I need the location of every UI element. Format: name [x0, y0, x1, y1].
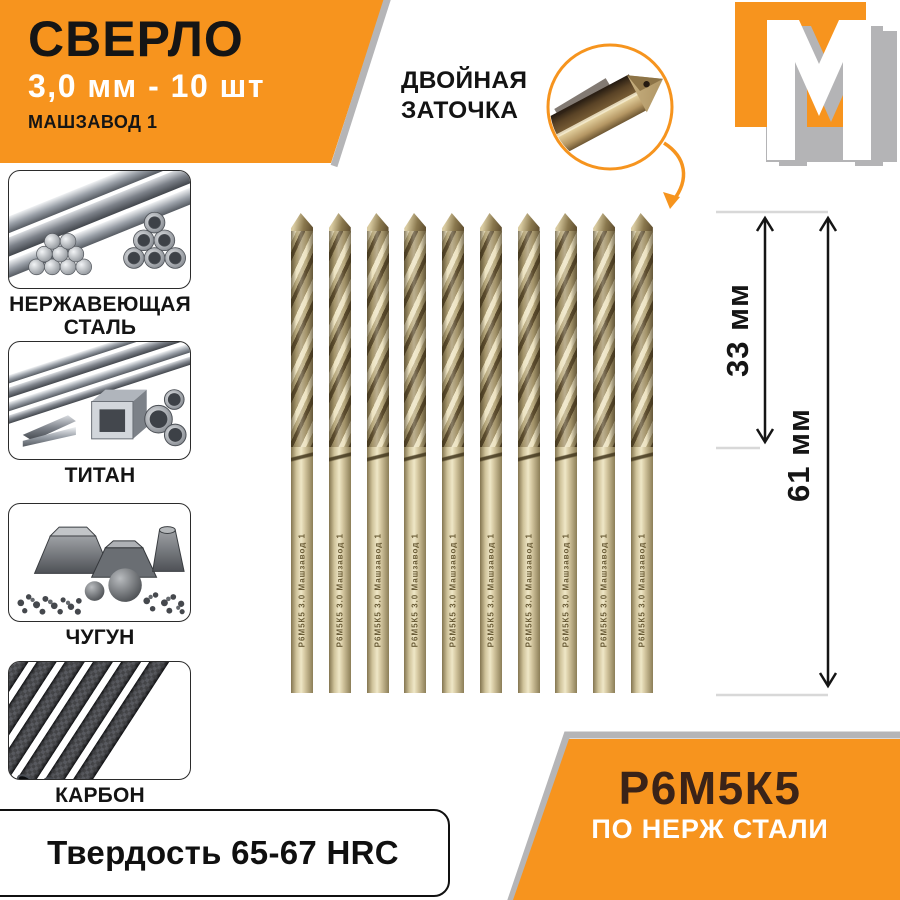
shank-engraving: Р6М5К5 3.0 Машзавод 1: [448, 533, 458, 648]
material-label: КАРБОН: [55, 784, 145, 807]
material-card-carbon: [8, 661, 192, 808]
logo-m-icon: [733, 0, 900, 166]
shank-engraving: Р6М5К5 3.0 Машзавод 1: [637, 533, 647, 648]
material-card-stainless: [8, 170, 192, 339]
drill-bit: [442, 213, 464, 693]
dimensions: [700, 195, 860, 710]
carbon-illustration: [8, 661, 191, 780]
cast-iron-illustration: [8, 503, 191, 622]
shank-engraving: Р6М5К5 3.0 Машзавод 1: [524, 533, 534, 648]
drill-bit: [291, 213, 313, 693]
grade-banner: [545, 764, 875, 844]
total-length-arrow-icon: [820, 218, 836, 686]
titanium-illustration: [8, 341, 191, 460]
material-card-cast-iron: [8, 503, 192, 650]
material-label: ЧУГУН: [65, 626, 135, 649]
brand-name: МАШЗАВОД 1: [28, 112, 158, 133]
feature-line1: ДВОЙНАЯ: [401, 67, 528, 94]
drill-bit: [367, 213, 389, 693]
material-card-titanium: [8, 341, 192, 488]
header-banner: [28, 12, 358, 133]
shank-engraving: Р6М5К5 3.0 Машзавод 1: [297, 533, 307, 648]
stainless-steel-illustration: [8, 170, 191, 289]
material-label: НЕРЖАВЕЮЩАЯ СТАЛЬ: [9, 293, 191, 339]
drill-bit: [518, 213, 540, 693]
shank-engraving: Р6М5К5 3.0 Машзавод 1: [599, 533, 609, 648]
steel-grade-label: Р6М5К5: [618, 762, 802, 814]
shank-engraving: Р6М5К5 3.0 Машзавод 1: [561, 533, 571, 648]
callout-arrow-icon: [664, 143, 684, 201]
shank-engraving: Р6М5К5 3.0 Машзавод 1: [410, 533, 420, 648]
hardness-box: [0, 809, 450, 897]
drill-bit: [480, 213, 502, 693]
flute-length-arrow-icon: [757, 218, 773, 442]
grade-subtitle: ПО НЕРЖ СТАЛИ: [591, 814, 829, 845]
total-length-label: 61 мм: [781, 408, 817, 502]
product-size: 3,0 мм - 10 шт: [28, 68, 265, 104]
drill-bit: [329, 213, 351, 693]
material-label: ТИТАН: [64, 464, 136, 487]
drill-bit: [404, 213, 426, 693]
shank-engraving: Р6М5К5 3.0 Машзавод 1: [335, 533, 345, 648]
drill-bits-row: [291, 213, 653, 693]
shank-engraving: Р6М5К5 3.0 Машзавод 1: [486, 533, 496, 648]
feature-line2: ЗАТОЧКА: [401, 96, 519, 124]
drill-bit: [555, 213, 577, 693]
flute-length-label: 33 мм: [720, 283, 756, 377]
drill-tip-inset: [540, 37, 710, 217]
hardness-label: Твердость 65-67 HRC: [47, 834, 399, 871]
shank-engraving: Р6М5К5 3.0 Машзавод 1: [373, 533, 383, 648]
drill-bit: [631, 213, 653, 693]
drill-bit: [593, 213, 615, 693]
feature-callout: [401, 66, 527, 126]
product-title: СВЕРЛО: [28, 11, 244, 67]
